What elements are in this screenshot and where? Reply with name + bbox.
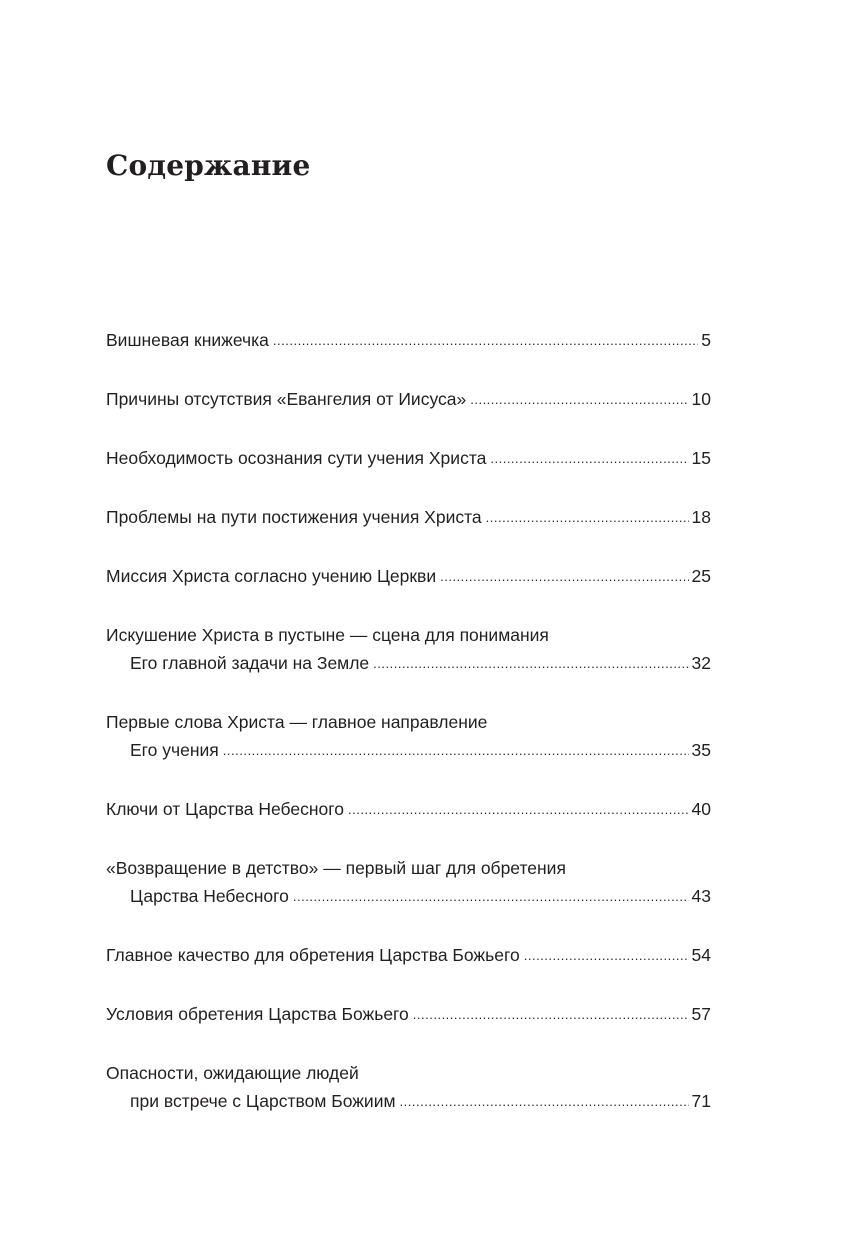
toc-page-number: 40 [691, 799, 711, 819]
toc-entry-title: Искушение Христа в пустыне — сцена для понимания [106, 625, 549, 645]
toc-entry[interactable] [106, 326, 711, 356]
toc-entry[interactable] [106, 708, 711, 766]
toc-entry[interactable] [106, 385, 711, 415]
toc-entry-title: Вишневая книжечка [106, 330, 269, 350]
toc-entry-title: Необходимость осознания сути учения Христа [106, 448, 487, 468]
dot-leader [524, 942, 689, 970]
dot-leader [470, 386, 688, 414]
toc-entry-title: Ключи от Царства Небесного [106, 799, 344, 819]
dot-leader [373, 650, 688, 678]
toc-page-number: 71 [691, 1091, 711, 1111]
toc-entry-title-continued: Царства Небесного [130, 886, 289, 906]
dot-leader [223, 737, 689, 765]
toc-page-number: 5 [701, 330, 711, 350]
toc-page-number: 32 [691, 653, 711, 673]
toc-entry-title: Условия обретения Царства Божьего [106, 1004, 409, 1024]
toc-page-number: 54 [691, 945, 711, 965]
toc-entry-title: Опасности, ожидающие людей [106, 1063, 359, 1083]
dot-leader [440, 563, 688, 591]
toc-page-number: 57 [691, 1004, 711, 1024]
toc-entry-title-continued: Его главной задачи на Земле [130, 653, 370, 673]
toc-entry-title-continued: Его учения [130, 740, 219, 760]
dot-leader [486, 504, 689, 532]
toc-entry[interactable] [106, 444, 711, 474]
toc-entry-title-continued: при встрече с Царством Божиим [130, 1091, 396, 1111]
toc-page-number: 15 [691, 448, 711, 468]
toc-entry-title: Главное качество для обретения Царства Божьего [106, 945, 520, 965]
toc-entry[interactable] [106, 941, 711, 971]
toc-page-number: 25 [691, 566, 711, 586]
toc-entry[interactable] [106, 562, 711, 592]
page-title: Содержание [106, 149, 311, 182]
toc-entry-title: Проблемы на пути постижения учения Христа [106, 507, 482, 527]
dot-leader [273, 327, 698, 355]
toc-entry[interactable] [106, 621, 711, 679]
dot-leader [348, 796, 689, 824]
toc-entry[interactable] [106, 1000, 711, 1030]
toc-entry[interactable] [106, 1059, 711, 1117]
table-of-contents [106, 326, 711, 1146]
dot-leader [413, 1001, 689, 1029]
toc-page-number: 18 [691, 507, 711, 527]
toc-page-number: 43 [691, 886, 711, 906]
toc-entry[interactable] [106, 854, 711, 912]
toc-page-number: 35 [691, 740, 711, 760]
dot-leader [293, 883, 689, 911]
toc-entry-title: Миссия Христа согласно учению Церкви [106, 566, 437, 586]
toc-page-number: 10 [691, 389, 711, 409]
toc-entry[interactable] [106, 795, 711, 825]
toc-entry-title: Первые слова Христа — главное направление [106, 712, 488, 732]
dot-leader [490, 445, 688, 473]
dot-leader [400, 1088, 689, 1116]
toc-entry-title: «Возвращение в детство» — первый шаг для обретения [106, 858, 566, 878]
toc-entry-title: Причины отсутствия «Евангелия от Иисуса» [106, 389, 467, 409]
toc-entry[interactable] [106, 503, 711, 533]
